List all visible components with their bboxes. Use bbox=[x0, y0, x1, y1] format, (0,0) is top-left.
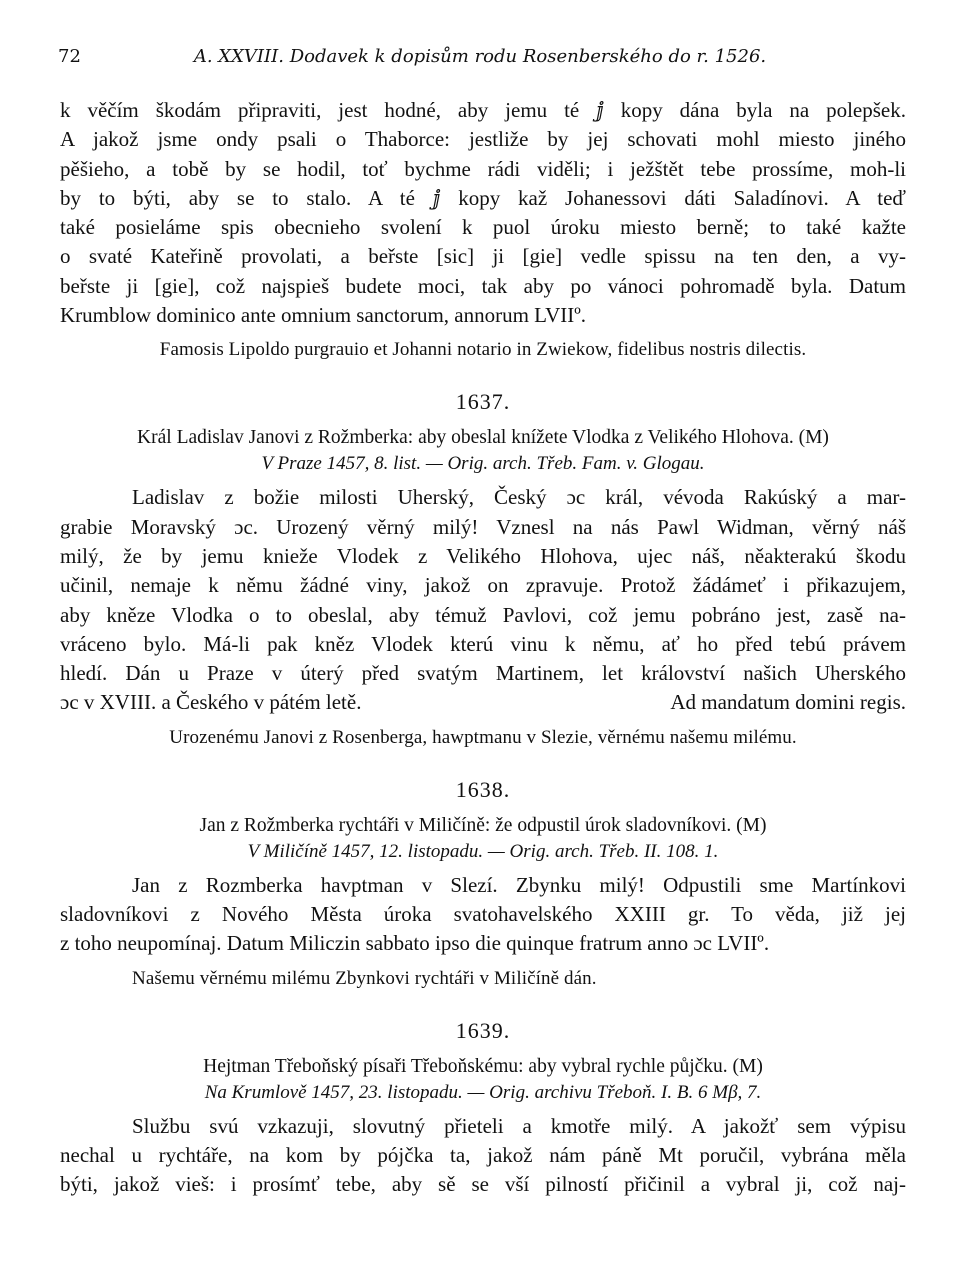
text-line: A jakož jsme ondy psali o Thaborce: jestliže by jej schovati mohl miesto jiného bbox=[60, 127, 906, 152]
page-content bbox=[60, 96, 906, 1200]
text-line: také posieláme spis obecnieho svolení k puol úroku miesto berně; to také kažte bbox=[60, 215, 906, 240]
text-line: milý, že by jemu knieže Vlodek z Velikého Hlohova, ujec náš, něakterakú škodu bbox=[60, 543, 906, 568]
text-line: Službu svú vzkazuji, slovutný přieteli a kmotře milý. A jakožť sem výpisu bbox=[132, 1113, 906, 1138]
text-line: býti, jakož vieš: i prosímť tebe, aby sě se vší pilností přičinil a vybral ji, což naj- bbox=[60, 1172, 906, 1197]
text-line: ɔc v XVIII. a Českého v pátém letě. bbox=[60, 690, 362, 715]
text-line: Ladislav z božie milosti Uherský, Český ɔc král, vévoda Rakúský a mar- bbox=[132, 485, 906, 510]
continuation-paragraph bbox=[60, 96, 906, 330]
entry-title: Hejtman Třeboňský písaři Třeboňskému: aby vybral rychle půjčku. (M) bbox=[203, 1055, 763, 1077]
running-title: A. XXVIII. Dodavek k dopisům rodu Rosenberského do r. 1526. bbox=[193, 46, 767, 67]
text-line: Krumblow dominico ante omnium sanctorum, annorum LVIIº. bbox=[60, 303, 586, 328]
entry-title: Jan z Rožmberka rychtáři v Miličíně: že odpustil úrok sladovníkovi. (M) bbox=[199, 814, 767, 836]
letter-address: Famosis Lipoldo purgrauio et Johanni notario in Zwiekow, fidelibus nostris dilectis. bbox=[159, 339, 807, 361]
entry-source: V Miličíně 1457, 12. listopadu. — Orig. arch. Třeb. II. 108. 1. bbox=[247, 840, 719, 862]
entry-body bbox=[60, 871, 906, 959]
closing-formula: Ad mandatum domini regis. bbox=[670, 690, 906, 715]
entry-number: 1638. bbox=[455, 776, 511, 802]
text-line: hledí. Dán u Praze v úterý před svatým Martinem, let království našich Uherského bbox=[60, 661, 906, 686]
letter-address: Urozenému Janovi z Rosenberga, hawptmanu v Slezie, věrnému našemu milému. bbox=[169, 726, 797, 748]
text-line: aby kněze Vlodka o to obeslal, aby témuž Pavlovi, což jemu pobráno jest, zasě na- bbox=[60, 602, 906, 627]
entry-source: V Praze 1457, 8. list. — Orig. arch. Třeb. Fam. v. Glogau. bbox=[261, 453, 705, 475]
entry-source: Na Krumlově 1457, 23. listopadu. — Orig. archivu Třeboň. I. B. 6 Mβ, 7. bbox=[204, 1081, 762, 1103]
text-line: grabie Moravský ɔc. Urozený věrný milý! Vznesl na nás Pawl Widman, věrný náš bbox=[60, 514, 906, 539]
entry-number: 1637. bbox=[455, 389, 511, 415]
text-line: Jan z Rozmberka havptman v Slezí. Zbynku milý! Odpustili sme Martínkovi bbox=[132, 872, 906, 897]
entry-body bbox=[60, 1112, 906, 1200]
text-line: sladovníkovi z Nového Města úroka svatohavelského XXIII gr. To věda, již jej bbox=[60, 902, 906, 927]
text-line: by to býti, aby se to stalo. A té ⅉ kopy kaž Johanessovi dáti Saladínovi. A teď bbox=[60, 185, 906, 210]
text-line: vráceno bylo. Má-li pak kněz Vlodek kterú vinu k němu, ať ho před tebú právem bbox=[60, 631, 906, 656]
page-number: 72 bbox=[58, 46, 81, 67]
letter-address: Našemu věrnému milému Zbynkovi rychtáři v Miličíně dán. bbox=[132, 967, 597, 989]
entry-body bbox=[60, 483, 906, 717]
text-line: nechal u rychtáře, na kom by pójčka ta, jakož nám páně Mt poručil, vybrána měla bbox=[60, 1142, 906, 1167]
text-line: z toho neupomínaj. Datum Miliczin sabbato ipso die quinque fratrum anno ɔc LVIIº. bbox=[60, 931, 770, 956]
text-line: beřste ji [gie], což najspieš budete moci, tak aby po vánoci pohromadě byla. Datum bbox=[60, 273, 906, 298]
entry-title: Král Ladislav Janovi z Rožmberka: aby obeslal knížete Vlodka z Velikého Hlohova. (M) bbox=[137, 427, 829, 449]
text-line: pěšieho, a tobě by se hodil, toť bychme rádi viděli; i ježštět tebe prossíme, moh-li bbox=[60, 156, 906, 181]
running-header bbox=[58, 46, 902, 76]
text-line: učinil, nemaje k němu žádné viny, jakož on zpravuje. Protož žádámeť i přikazujem, bbox=[60, 573, 906, 598]
text-line-with-closing bbox=[60, 688, 906, 717]
text-line: o svaté Kateřině provolati, a beřste [sic] ji [gie] vedle spissu na ten den, a vy- bbox=[60, 244, 906, 269]
entry-number: 1639. bbox=[455, 1017, 511, 1043]
text-line: k věčím škodám připraviti, jest hodné, aby jemu té ⅉ kopy dána byla na polepšek. bbox=[60, 98, 906, 122]
